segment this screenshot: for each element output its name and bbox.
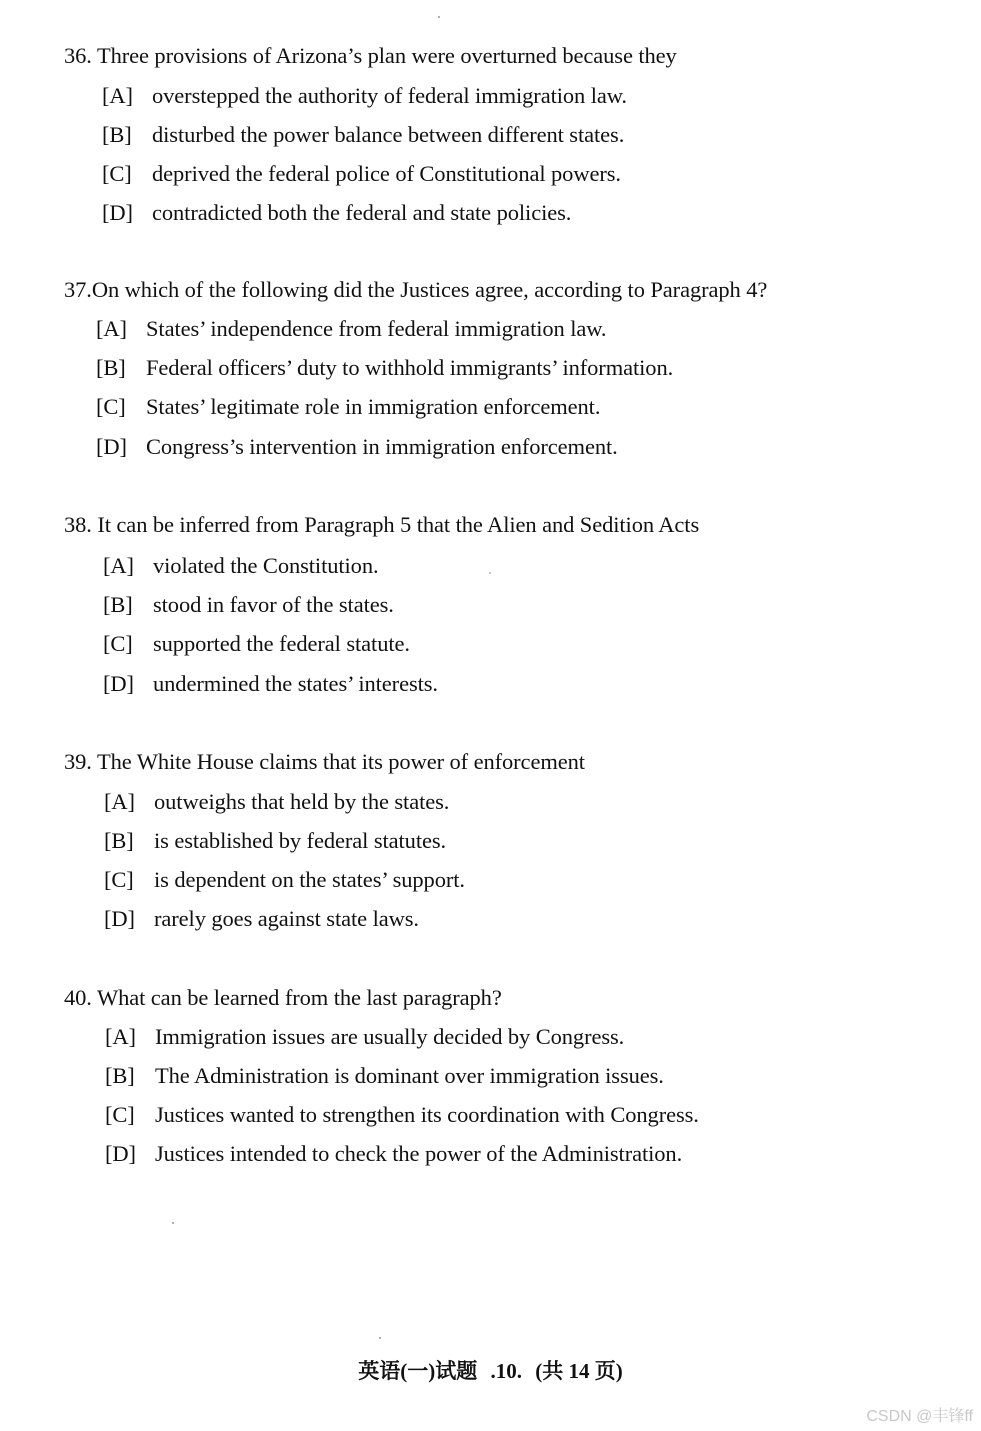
scan-speck bbox=[172, 1222, 174, 1224]
option-letter: [B] bbox=[102, 122, 132, 147]
option-letter: [A] bbox=[105, 1024, 136, 1049]
option-text: Justices intended to check the power of the Administration. bbox=[155, 1141, 683, 1166]
option-letter: [C] bbox=[104, 867, 134, 892]
option-text: The Administration is dominant over immigration issues. bbox=[155, 1063, 664, 1088]
option-text: is established by federal statutes. bbox=[154, 828, 447, 853]
option-text: disturbed the power balance between different states. bbox=[152, 122, 625, 147]
option-c bbox=[103, 630, 410, 658]
question-stem: 36. Three provisions of Arizona’s plan were overturned because they bbox=[64, 43, 677, 68]
option-d bbox=[104, 905, 419, 933]
option-text: stood in favor of the states. bbox=[153, 592, 394, 617]
option-text: violated the Constitution. bbox=[153, 553, 379, 578]
option-a bbox=[96, 315, 606, 343]
option-a bbox=[104, 788, 449, 816]
option-b bbox=[103, 591, 394, 619]
option-letter: [A] bbox=[104, 789, 135, 814]
option-text: Immigration issues are usually decided by Congress. bbox=[155, 1024, 625, 1049]
option-letter: [B] bbox=[104, 828, 134, 853]
option-d bbox=[102, 199, 571, 227]
option-text: Congress’s intervention in immigration enforcement. bbox=[146, 434, 618, 459]
option-letter: [C] bbox=[103, 631, 133, 656]
watermark: CSDN @丰锋ff bbox=[866, 1408, 973, 1425]
option-text: is dependent on the states’ support. bbox=[154, 867, 465, 892]
option-letter: [A] bbox=[102, 83, 133, 108]
option-letter: [D] bbox=[103, 671, 134, 696]
scan-speck bbox=[379, 1337, 381, 1339]
option-letter: [C] bbox=[105, 1102, 135, 1127]
option-d bbox=[96, 433, 618, 461]
option-letter: [C] bbox=[102, 161, 132, 186]
option-text: supported the federal statute. bbox=[153, 631, 410, 656]
option-d bbox=[103, 670, 438, 698]
option-text: rarely goes against state laws. bbox=[154, 906, 419, 931]
option-c bbox=[102, 160, 621, 188]
option-text: States’ legitimate role in immigration enforcement. bbox=[146, 394, 601, 419]
option-text: undermined the states’ interests. bbox=[153, 671, 438, 696]
scan-speck bbox=[438, 16, 440, 18]
option-letter: [D] bbox=[105, 1141, 136, 1166]
option-text: overstepped the authority of federal immigration law. bbox=[152, 83, 627, 108]
option-b bbox=[104, 827, 446, 855]
option-a bbox=[102, 82, 627, 110]
option-letter: [B] bbox=[105, 1063, 135, 1088]
option-b bbox=[105, 1062, 664, 1090]
option-b bbox=[96, 354, 673, 382]
option-text: Justices wanted to strengthen its coordination with Congress. bbox=[155, 1102, 699, 1127]
question-stem: 39. The White House claims that its power of enforcement bbox=[64, 749, 585, 774]
page-footer bbox=[0, 1357, 981, 1385]
option-letter: [A] bbox=[96, 316, 127, 341]
question-stem: 37.On which of the following did the Justices agree, according to Paragraph 4? bbox=[64, 277, 768, 302]
option-c bbox=[96, 393, 600, 421]
option-a bbox=[103, 552, 379, 580]
option-letter: [B] bbox=[103, 592, 133, 617]
option-text: outweighs that held by the states. bbox=[154, 789, 450, 814]
option-letter: [D] bbox=[102, 200, 133, 225]
option-c bbox=[105, 1101, 699, 1129]
option-text: deprived the federal police of Constitutional powers. bbox=[152, 161, 621, 186]
footer-total-pages: (共 14 页) bbox=[535, 1359, 623, 1383]
option-letter: [D] bbox=[96, 434, 127, 459]
question-stem: 38. It can be inferred from Paragraph 5 that the Alien and Sedition Acts bbox=[64, 512, 700, 537]
footer-page-number: .10. bbox=[490, 1359, 522, 1383]
option-letter: [D] bbox=[104, 906, 135, 931]
option-c bbox=[104, 866, 465, 894]
option-text: Federal officers’ duty to withhold immigrants’ information. bbox=[146, 355, 674, 380]
footer-subject: 英语(一)试题 bbox=[358, 1359, 478, 1383]
option-letter: [C] bbox=[96, 394, 126, 419]
option-letter: [B] bbox=[96, 355, 126, 380]
option-letter: [A] bbox=[103, 553, 134, 578]
option-a bbox=[105, 1023, 624, 1051]
question-stem: 40. What can be learned from the last paragraph? bbox=[64, 985, 502, 1010]
option-b bbox=[102, 121, 624, 149]
scan-speck bbox=[489, 572, 491, 574]
option-text: contradicted both the federal and state policies. bbox=[152, 200, 572, 225]
option-d bbox=[105, 1140, 682, 1168]
option-text: States’ independence from federal immigration law. bbox=[146, 316, 607, 341]
